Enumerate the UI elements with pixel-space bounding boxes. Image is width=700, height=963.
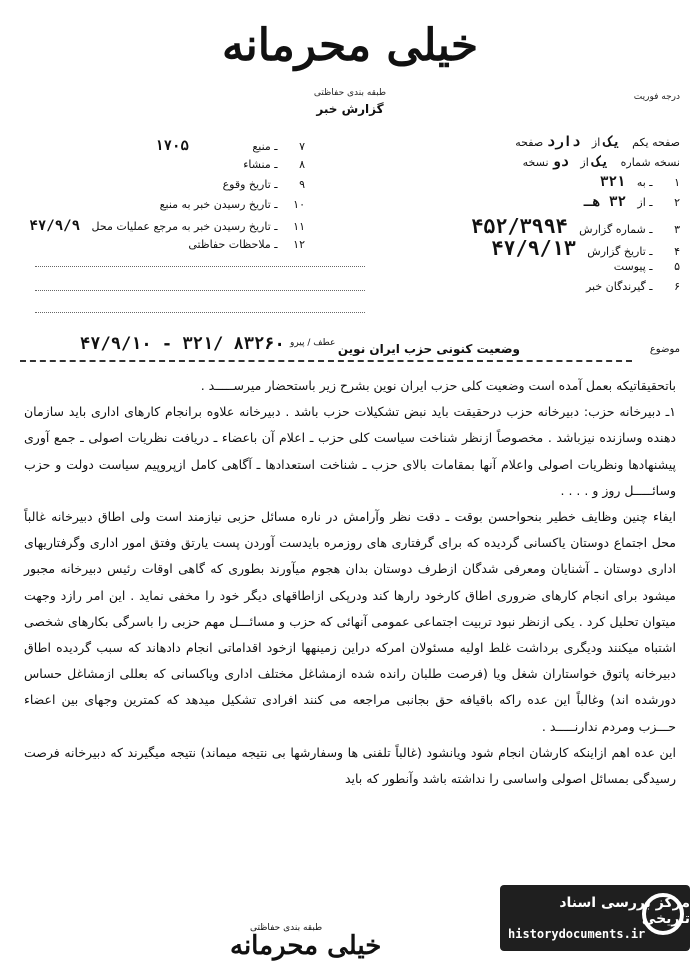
field-origin: ۸ ـ منشاء [243, 158, 305, 171]
field-from: ۲ ـ از ۳۲ هـ [583, 194, 680, 210]
field-attachment: ۵ ـ پیوست [613, 260, 680, 273]
field-page: صفحه یکم یک از دارد صفحه [515, 134, 680, 150]
dotted-line [35, 290, 365, 292]
field-report-date: ۴ ـ تاریخ گزارش ۴۷/۹/۱۳ [491, 236, 680, 260]
archive-logo-icon [642, 893, 684, 935]
footer-classification-label: طبقه بندی حفاظتی [250, 923, 323, 933]
urgency-label: درجه فوریت [633, 92, 680, 102]
subject-label: موضوع [649, 344, 680, 355]
reference-number: ۴۷/۹/۱۰ - ۳۲۱/ ۸۳۲۶۰ [80, 334, 285, 354]
field-source: ۷ ـ منبع ۱۷۰۵ [155, 138, 305, 154]
report-body [24, 373, 676, 792]
field-date-to-source: ۱۰ ـ تاریخ رسیدن خبر به منبع [159, 198, 305, 211]
footer-classification: خیلی محرمانه [230, 931, 382, 961]
subject-underline [20, 360, 632, 362]
field-to: ۱ ـ به ۳۲۱ [600, 174, 680, 190]
dotted-line [35, 312, 365, 314]
dotted-line [35, 266, 365, 268]
field-copy-number: نسخه شماره یک از دو نسخه [522, 154, 680, 170]
watermark-url: historydocuments.ir [508, 927, 646, 941]
reference-labels: عطف / پیرو [290, 338, 336, 348]
report-title: گزارش خبر [316, 102, 384, 116]
watermark [500, 885, 690, 951]
field-security-notes: ۱۲ ـ ملاحظات حفاظتی [188, 238, 305, 251]
field-occurrence-date: ۹ ـ تاریخ وقوع [222, 178, 305, 191]
watermark-name: مرکز بررسی اسناد تاریخی [559, 895, 690, 927]
classification-label: طبقه بندی حفاظتی [313, 88, 387, 98]
field-date-to-operations: ۱۱ ـ تاریخ رسیدن خبر به مرجع عملیات محل ۴۷/۹/۹ [29, 218, 305, 234]
field-recipients: ۶ ـ گیرندگان خبر [585, 280, 680, 293]
body-paragraph: ایفاء چنین وظایف خطیر بنحواحسن بوقت ـ دقت نظر وآرامش در ناره مسائل حزبی نیازمند است ولی اطاق دبیرخانه غالباً محل اجتماع دوستان یاکسانی گردیده که برای گرفتاری های روزمره بایدست آوردن پست یارتق وفتق امور اداری وگرفتاریهای اداری دوستان ـ آشنایان ومعرفی شدگان ازطرف دوستان بدان هجوم میآورند بطوری که گاهی اوقات رئیس دبیرخانه مجبور میشود برای انجام کارهای ضروری اطاق کارخود رارها کند ودرپکی ازاطاقهای دیگر خود را مخفی نماید . این امر رازد وجهت میتوان تحلیل کرد . یکی ازنظر نبود تربیت اجتماعی عمومی آنهائی که حزب و مسائـــل مهم حزبی را باسرگی بکارهای شخصی اشتباه میکنند ودیگری برداشت غلط اولیه مسئولان امرکه دراین زمینهها ازخود اقداماتی انجام دادهاند که سبب گردیده اطاق دبیرخانه پاتوق خواستاران شغل ویا (فرصت طلبان رانده شده ازمشاغل مختلف اداری ویاکسانی که بعللی ازمشاغل حساس دورشده اند) وغالباً این عده راکه باقیافه حق بجانبی مراجعه می کنند افرادی تشکیل میدهد که کمترین وجهای بین اعضاء حـــزب ومردم ندارنـــــد . [24, 509, 676, 734]
classification-title: خیلی محرمانه [221, 20, 479, 71]
field-report-number: ۳ ـ شماره گزارش ۴۵۲/۳۹۹۴ [471, 214, 680, 238]
body-paragraph: این عده اهم ازاینکه کارشان انجام شود ویانشود (غالباً تلفنی ها وسفارشها بی نتیجه میماند) نتیجه میگیرند که دبیرخانه فرصت رسیدگی بمسائل اصولی واساسی را نداشته باشد وآنطور که باید [24, 744, 676, 787]
subject-row [20, 334, 680, 362]
body-paragraph: ۱ـ دبیرخانه حزب: دبیرخانه حزب درحقیقت باید نبض تشکیلات حزب باشد . دبیرخانه علاوه برانجام کارهای اداری باید سازمان دهنده وسازنده نیزباشد . مخصوصاً ازنظر شناخت سیاست کلی حزب ـ اعلام آن باعضاء ـ دریافت نظریات اصولی ـ جمع آوری پیشنهادها ونظریات اصولی واعلام آنها بمقامات بالای حزب ـ شناخت استعدادها ـ آگاهی کامل ازپروپیم سیاست دولت و حزب وسائـــــل روز و . . . . [24, 404, 676, 498]
body-paragraph: باتحقیقاتیکه بعمل آمده است وضعیت کلی حزب ایران نوین بشرح زیر باستحضار میرســـــد . [200, 378, 676, 393]
subject-text: وضعیت کنونی حزب ایران نوین [337, 342, 520, 356]
